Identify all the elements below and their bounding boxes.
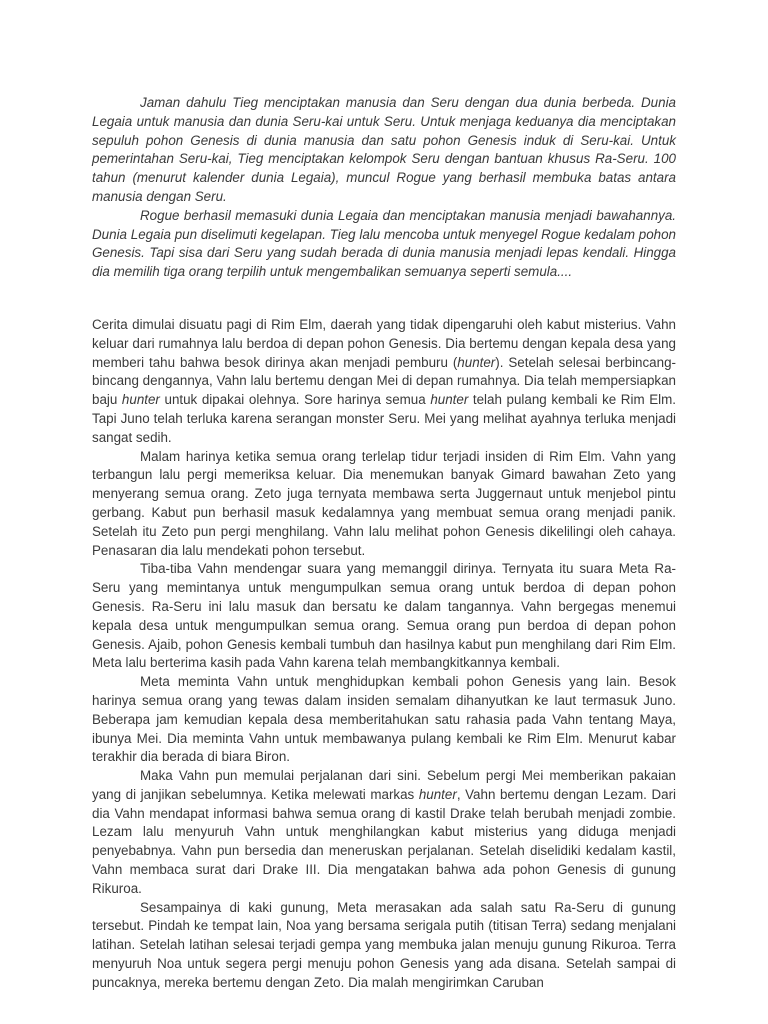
term-hunter: hunter	[430, 392, 469, 408]
story-paragraph: Malam harinya ketika semua orang terlelap tidur terjadi insiden di Rim Elm. Vahn yang terbangun lalu pergi memeriksa keluar. Dia menemukan banyak Gimard bawahan Zeto yang menyerang semua orang. Zeto juga ternyata membawa serta Juggernaut untuk menjebol pintu gerbang. Kabut pun berhasil masuk kedalamnya yang membuat semua orang menjadi panik. Setelah itu Zeto pun pergi menghilang. Vahn lalu melihat pohon Genesis dikelilingi oleh cahaya. Penasaran dia lalu mendekati pohon tersebut.	[92, 448, 676, 558]
story-paragraph: Meta meminta Vahn untuk menghidupkan kembali pohon Genesis yang lain. Besok harinya semua orang yang tewas dalam insiden semalam dihanyutkan ke laut termasuk Juno. Beberapa jam kemudian kepala desa memberitahukan satu rahasia pada Vahn tentang Maya, ibunya Mei. Dia meminta Vahn untuk membawanya pulang kembali ke Rim Elm. Menurut kabar terakhir dia berada di biara Biron.	[92, 674, 676, 765]
story-text: Maka Vahn pun memulai perjalanan dari sini. Sebelum pergi Mei memberikan pakaian yang di janjikan sebelumnya. Ketika melewati markas	[92, 768, 676, 802]
story-paragraph	[92, 316, 676, 448]
term-hunter: hunter	[457, 354, 496, 370]
term-hunter: hunter	[418, 786, 457, 802]
story-paragraph: Sesampainya di kaki gunung, Meta merasakan ada salah satu Ra-Seru di gunung tersebut. Pindah ke tempat lain, Noa yang bersama serigala putih (titisan Terra) sedang menjalani latihan. Setelah latihan selesai terjadi gempa yang membuka jalan menuju gunung Rikuroa. Terra menyuruh Noa untuk segera pergi menuju pohon Genesis yang ada disana. Setelah sampai di puncaknya, mereka bertemu dengan Zeto. Dia malah mengirimkan Caruban	[92, 899, 676, 990]
story-text: , Vahn bertemu dengan Lezam. Dari dia Vahn mendapat informasi bahwa semua orang di kastil Drake telah berubah menjadi zombie. Lezam lalu menyuruh Vahn untuk menghilangkan kabut misterius yang diduga menjadi penyebabnya. Vahn pun bersedia dan meneruskan perjalanan. Setelah diselidiki kedalam kastil, Vahn membaca surat dari Drake III. Dia mengatakan bahwa ada pohon Genesis di gunung Rikuroa.	[92, 786, 676, 896]
term-hunter: hunter	[121, 392, 160, 408]
prologue-section	[92, 94, 676, 282]
story-paragraph	[92, 767, 676, 899]
story-text: ). Setelah selesai berbincang-bincang dengannya, Vahn lalu bertemu dengan Mei di depan rumahnya. Dia telah mempersiapkan baju	[92, 354, 676, 408]
story-section	[92, 316, 676, 993]
story-text: telah pulang kembali ke Rim Elm. Tapi Juno telah terluka karena serangan monster Seru. Mei yang melihat ayahnya terluka menjadi sangat sedih.	[92, 392, 676, 445]
prologue-paragraph: Jaman dahulu Tieg menciptakan manusia dan Seru dengan dua dunia berbeda. Dunia Legaia untuk manusia dan dunia Seru-kai untuk Seru. Untuk menjaga keduanya dia menciptakan sepuluh pohon Genesis di dunia manusia dan satu pohon Genesis induk di Seru-kai. Untuk pemerintahan Seru-kai, Tieg menciptakan kelompok Seru dengan bantuan khusus Ra-Seru. 100 tahun (menurut kalender dunia Legaia), muncul Rogue yang berhasil membuka batas antara manusia dengan Seru.	[92, 95, 676, 204]
prologue-paragraph: Rogue berhasil memasuki dunia Legaia dan menciptakan manusia menjadi bawahannya. Dunia Legaia pun diselimuti kegelapan. Tieg lalu mencoba untuk menyegel Rogue kedalam pohon Genesis. Tapi sisa dari Seru yang sudah berada di dunia manusia menjadi lepas kendali. Hingga dia memilih tiga orang terpilih untuk mengembalikan semuanya seperti semula....	[92, 207, 676, 280]
story-text: untuk dipakai olehnya. Sore harinya semua	[159, 392, 431, 408]
story-paragraph: Tiba-tiba Vahn mendengar suara yang memanggil dirinya. Ternyata itu suara Meta Ra-Seru yang memintanya untuk mengumpulkan semua orang untuk berdoa di depan pohon Genesis. Ra-Seru ini lalu masuk dan bersatu ke dalam tangannya. Vahn bergegas menemui kepala desa untuk mengumpulkan semua orang. Semua orang pun berdoa di depan pohon Genesis. Ajaib, pohon Genesis kembali tumbuh dan hasilnya kabut pun menghilang dari Rim Elm. Meta lalu berterima kasih pada Vahn karena telah membangkitkannya kembali.	[92, 561, 676, 671]
story-text: Cerita dimulai disuatu pagi di Rim Elm, daerah yang tidak dipengaruhi oleh kabut misterius. Vahn keluar dari rumahnya lalu berdoa di depan pohon Genesis. Dia bertemu dengan kepala desa yang memberi tahu bahwa besok dirinya akan menjadi pemburu (	[92, 316, 676, 370]
